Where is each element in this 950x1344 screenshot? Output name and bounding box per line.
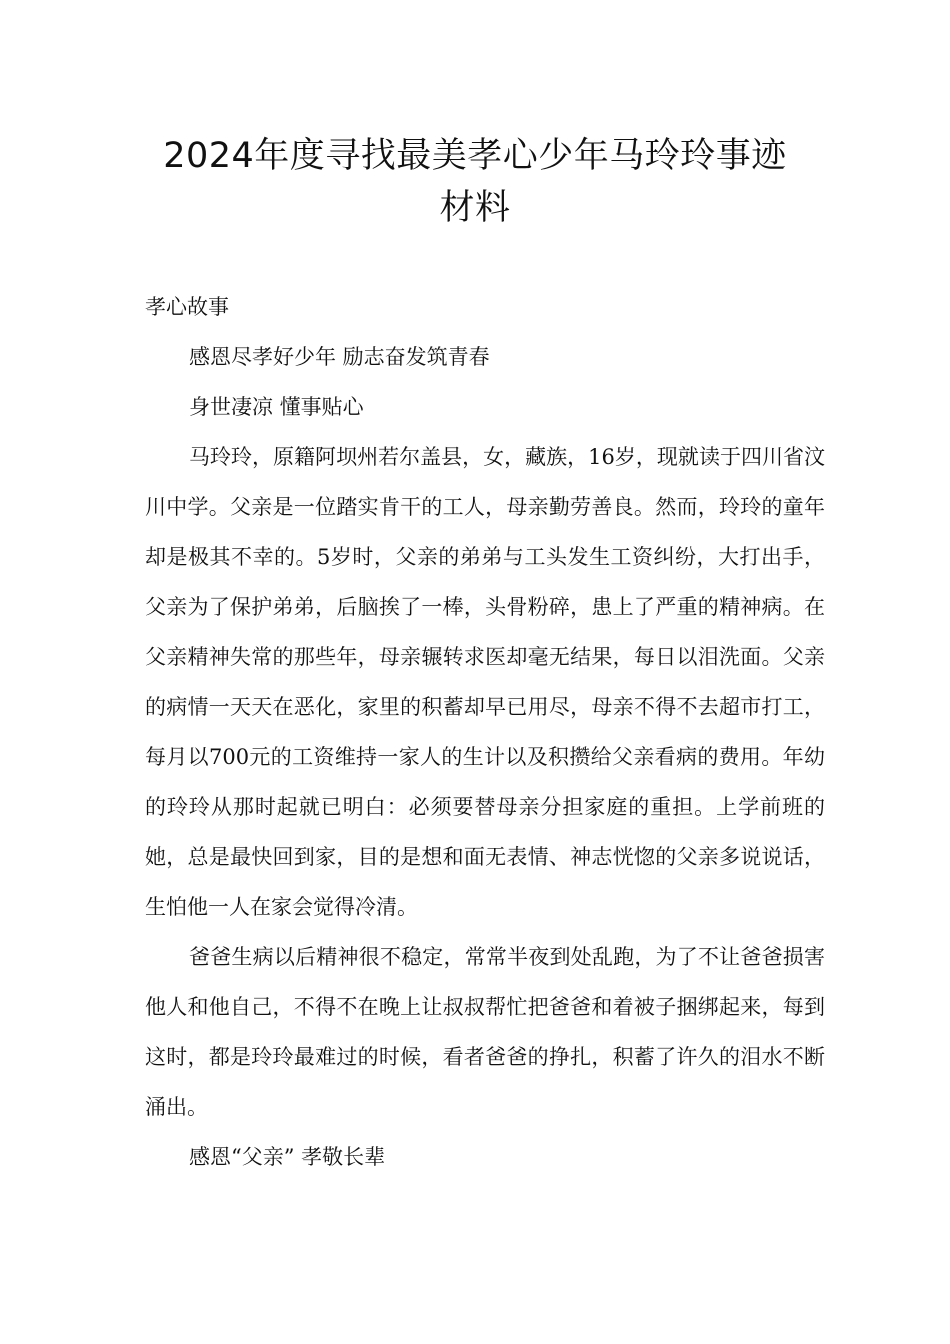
section-heading-1: 感恩尽孝好少年 励志奋发筑青春 bbox=[189, 345, 490, 369]
paragraph-1: 马玲玲，原籍阿坝州若尔盖县，女，藏族，16岁，现就读于四川省汶川中学。父亲是一位踏实肯干的工人，母亲勤劳善良。然而，玲玲的童年却是极其不幸的。5岁时，父亲的弟弟与工头发生工资纠纷，大打出手，父亲为了保护弟弟，后脑挨了一棒，头骨粉碎，患上了严重的精神病。在父亲精神失常的那些年，母亲辗转求医却毫无结果，每日以泪洗面。父亲的病情一天天在恶化，家里的积蓄却早已用尽，母亲不得不去超市打工，每月以700元的工资维持一家人的生计以及积攒给父亲看病的费用。年幼的玲玲从那时起就已明白：必须要替母亲分担家庭的重担。上学前班的她，总是最快回到家，目的是想和面无表情、神志恍惚的父亲多说说话，生怕他一人在家会觉得冷清。 bbox=[145, 445, 825, 919]
paragraph-2: 爸爸生病以后精神很不稳定，常常半夜到处乱跑，为了不让爸爸损害他人和他自己，不得不在晚上让叔叔帮忙把爸爸和着被子捆绑起来，每到这时，都是玲玲最难过的时候，看者爸爸的挣扎，积蓄了许久的泪水不断涌出。 bbox=[145, 945, 825, 1119]
document-title bbox=[120, 130, 830, 234]
title-line-2: 材料 bbox=[439, 188, 511, 228]
document-body bbox=[145, 282, 825, 1182]
title-line-1: 2024年度寻找最美孝心少年马玲玲事迹 bbox=[163, 136, 787, 176]
section-heading-2: 身世凄凉 懂事贴心 bbox=[189, 395, 364, 419]
section-heading-3: 感恩“父亲” 孝敬长辈 bbox=[189, 1145, 386, 1169]
section-label: 孝心故事 bbox=[145, 295, 229, 319]
